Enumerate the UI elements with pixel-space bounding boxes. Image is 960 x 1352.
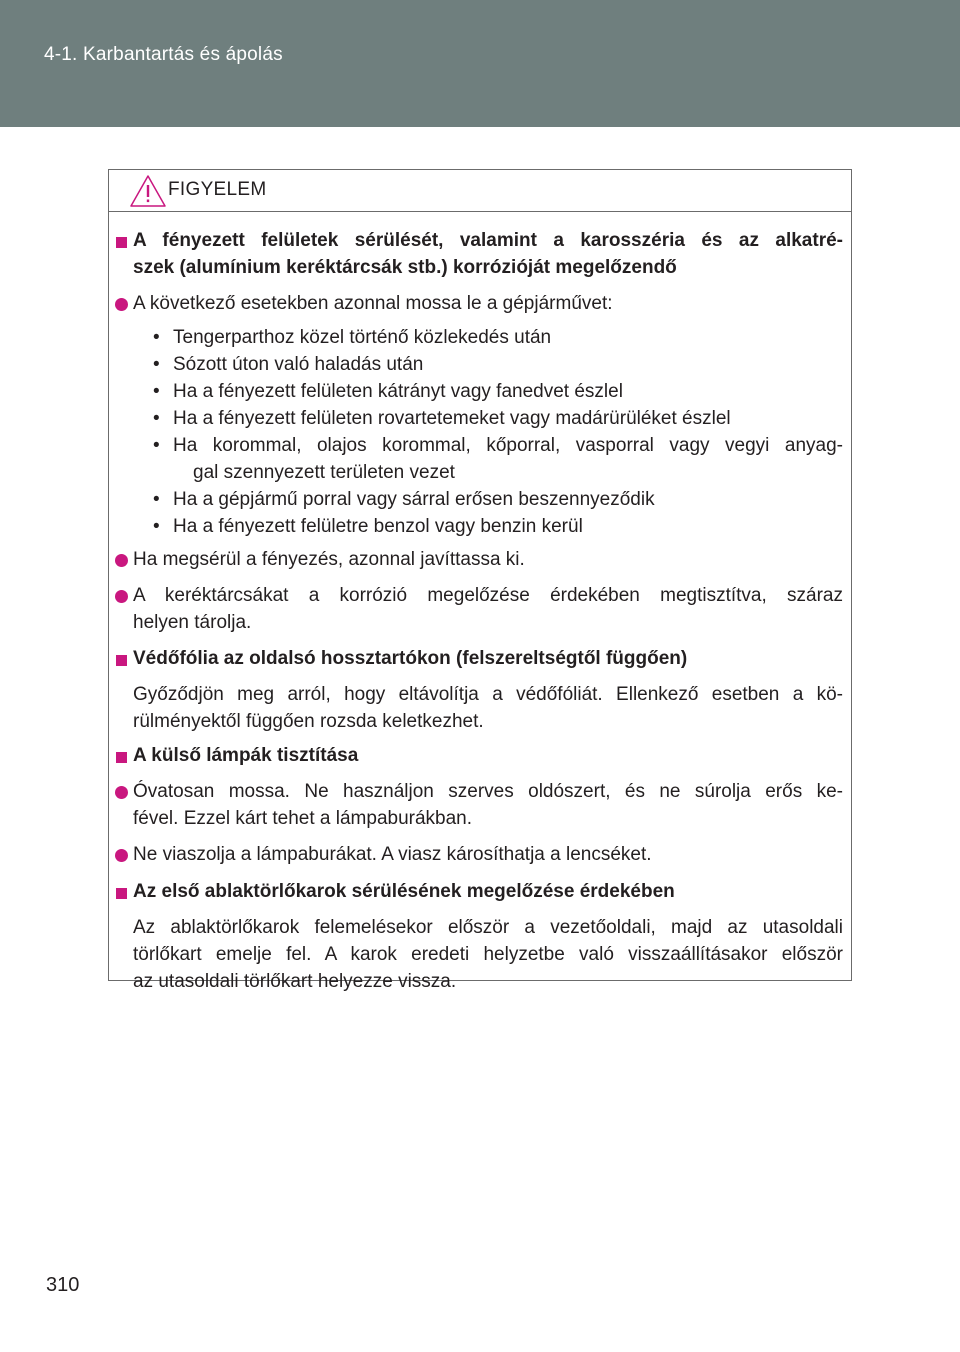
warning-title: FIGYELEM xyxy=(168,179,267,200)
bullet: • xyxy=(153,354,160,375)
bullet: • xyxy=(153,381,160,402)
s2-heading: Védőfólia az oldalsó hossztartókon (felszereltségtől függően) xyxy=(133,648,688,669)
warning-triangle-icon xyxy=(128,173,168,209)
point-marker xyxy=(115,849,128,862)
s3-heading: A külső lámpák tisztítása xyxy=(133,745,359,766)
bullet: • xyxy=(153,435,160,456)
s3-p1-line2: fével. Ezzel kárt tehet a lámpaburákban. xyxy=(133,808,473,829)
list-item: Ha a fényezett felületen rovartetemeket vagy madárürüléket észlel xyxy=(173,408,731,429)
list-item: Ha a fényezett felületen kátrányt vagy fanedvet észlel xyxy=(173,381,623,402)
point-marker xyxy=(115,590,128,603)
list-item: Ha a gépjármű porral vagy sárral erősen beszennyeződik xyxy=(173,489,655,510)
s4-heading: Az első ablaktörlőkarok sérülésének megelőzése érdekében xyxy=(133,881,675,902)
section-marker xyxy=(116,655,127,666)
list-item: Tengerparthoz közel történő közlekedés után xyxy=(173,327,552,348)
warning-box xyxy=(108,169,852,992)
s1-p2: Ha megsérül a fényezés, azonnal javíttassa ki. xyxy=(133,549,525,570)
list-item: Ha a fényezett felületre benzol vagy benzin kerül xyxy=(173,516,583,537)
section-marker xyxy=(116,752,127,763)
s1-heading-line2: szek (alumínium keréktárcsák stb.) korrózióját megelőzendő xyxy=(133,257,677,278)
s1-p3-line1: A keréktárcsákat a korrózió megelőzése érdekében megtisztítva, száraz xyxy=(133,585,843,606)
s4-line3: az utasoldali törlőkart helyezze vissza. xyxy=(133,971,457,992)
section-marker xyxy=(116,237,127,248)
s1-p3-line2: helyen tárolja. xyxy=(133,612,252,633)
list-item-continuation: gal szennyezett területen vezet xyxy=(193,462,455,483)
warning-header xyxy=(109,170,851,212)
bullet: • xyxy=(153,516,160,537)
s3-p2: Ne viaszolja a lámpaburákat. A viasz károsíthatja a lencséket. xyxy=(133,844,652,865)
s2-line2: rülményektől függően rozsda keletkezhet. xyxy=(133,711,484,732)
bullet: • xyxy=(153,408,160,429)
s2-line1: Győződjön meg arról, hogy eltávolítja a védőfóliát. Ellenkező esetben a kö- xyxy=(133,684,843,705)
section-title: 4-1. Karbantartás és ápolás xyxy=(44,44,283,65)
s4-line2: törlőkart emelje fel. A karok eredeti helyzetbe való visszaállításakor először xyxy=(133,944,843,965)
bullet: • xyxy=(153,327,160,348)
point-marker xyxy=(115,298,128,311)
point-marker xyxy=(115,786,128,799)
list-item: Sózott úton való haladás után xyxy=(173,354,424,375)
s1-intro: A következő esetekben azonnal mossa le a gépjárművet: xyxy=(133,293,613,314)
s3-p1-line1: Óvatosan mossa. Ne használjon szerves oldószert, és ne súrolja erős ke- xyxy=(133,781,843,802)
header-band xyxy=(0,0,960,127)
page-number: 310 xyxy=(46,1274,80,1296)
section-marker xyxy=(116,888,127,899)
s4-line1: Az ablaktörlőkarok felemelésekor először a vezetőoldali, majd az utasoldali xyxy=(133,917,843,938)
list-item: Ha korommal, olajos korommal, kőporral, vasporral vagy vegyi anyag- xyxy=(173,435,843,456)
point-marker xyxy=(115,554,128,567)
bullet: • xyxy=(153,489,160,510)
s1-heading-line1: A fényezett felületek sérülését, valamint a karosszéria és az alkatré- xyxy=(133,230,843,251)
